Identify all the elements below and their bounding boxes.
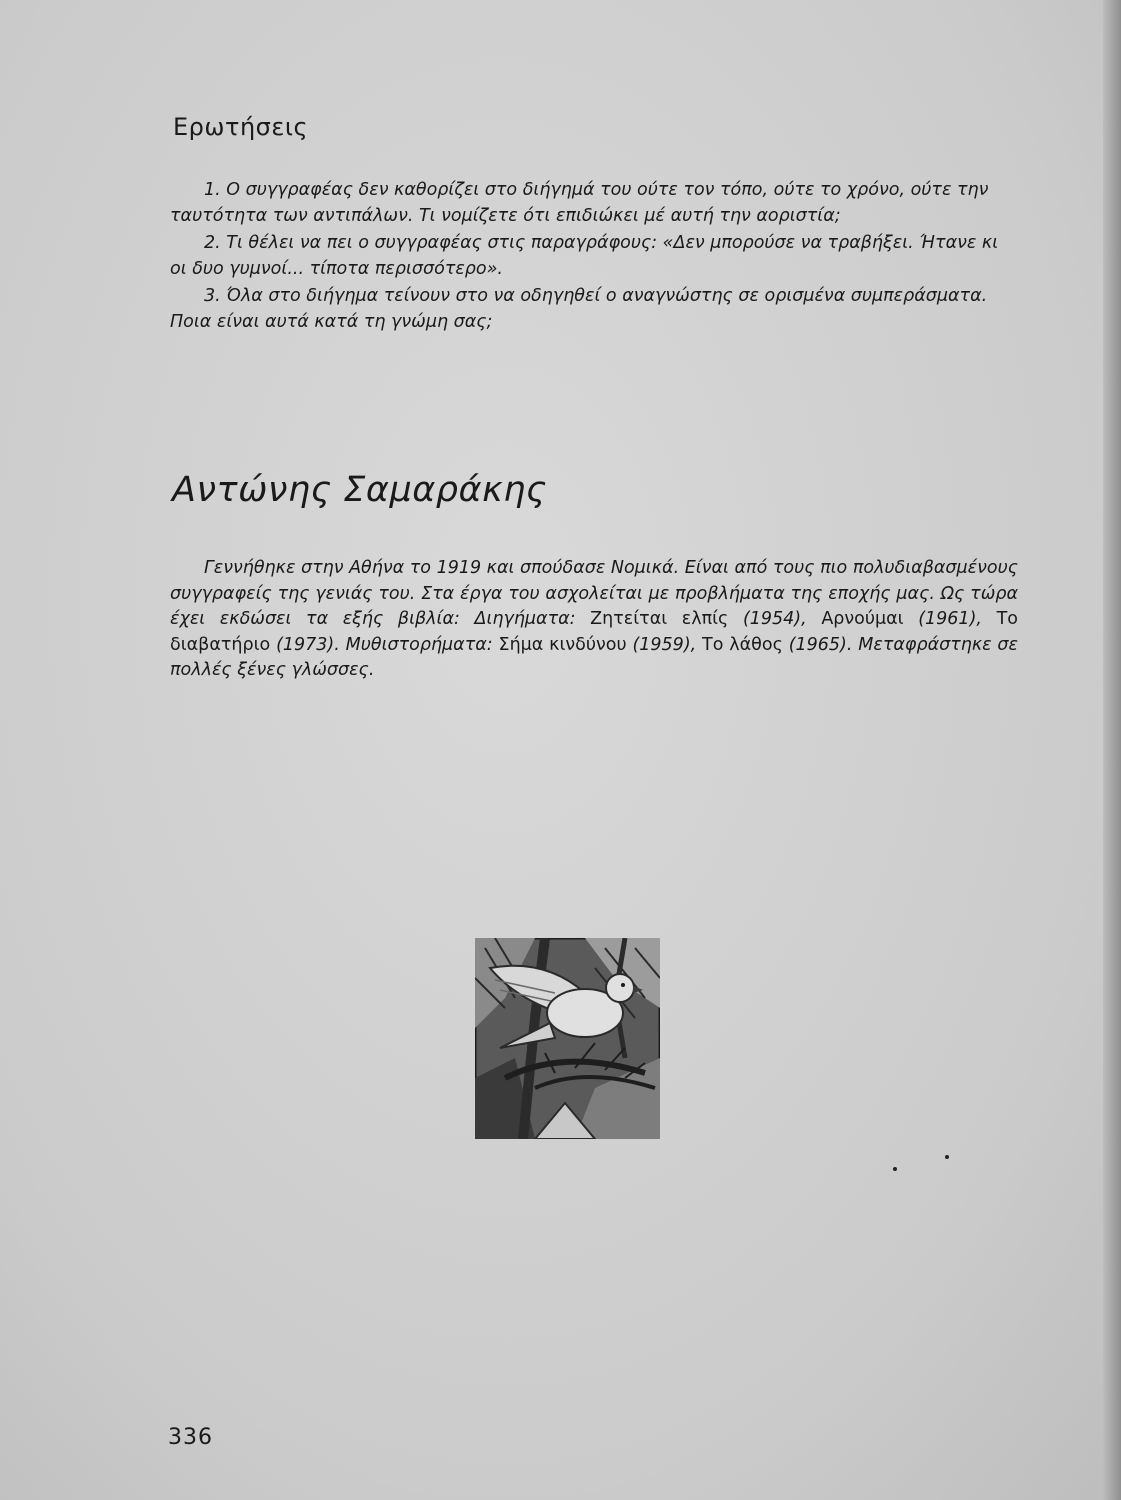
question-item: 3. Όλα στο διήγημα τείνουν στο να οδηγηθεί ο αναγνώστης σε ορισμένα συμπεράσματα. Ποια είναι αυτά κατά τη γνώμη σας; bbox=[170, 286, 988, 332]
work-title: Σήμα κινδύνου bbox=[498, 634, 627, 655]
work-title: Το διαβατήριο bbox=[170, 609, 1018, 655]
question-item: 2. Τι θέλει να πει ο συγγραφέας στις παραγράφους: «Δεν μπορούσε να τραβήξει. Ήτανε κι οι δυο γυμνοί... τίποτα περισσότερο». bbox=[170, 233, 999, 279]
work-title: Το λάθος bbox=[702, 634, 783, 655]
bio-paragraph bbox=[170, 556, 1018, 684]
page-number: 336 bbox=[168, 1425, 213, 1450]
questions-list bbox=[170, 177, 1018, 336]
work-year: (1965). bbox=[782, 634, 859, 655]
work-year: (1961), bbox=[903, 609, 997, 629]
bio-intro: Γεννήθηκε στην Αθήνα το 1919 και σπούδασε Νομικά. Είναι από τους πιο πολυδιαβασμένους συγγραφείς της γενιάς του. Στα έργα του ασχολείται με προβλήματα της εποχής μας. Ως τώρα έχει εκδώσει τα εξής βιβλία: Διηγήματα: bbox=[170, 558, 1018, 629]
dove-woodcut-illustration bbox=[475, 938, 660, 1139]
print-speck bbox=[945, 1155, 949, 1159]
bio-end: Μεταφράστηκε σε πολλές ξένες γλώσσες. bbox=[170, 634, 1018, 680]
work-title: Αρνούμαι bbox=[821, 609, 904, 629]
page-edge-shadow bbox=[1103, 0, 1121, 1500]
work-year: (1973). Μυθιστορήματα: bbox=[270, 634, 499, 655]
author-bio bbox=[170, 556, 1018, 684]
print-speck bbox=[893, 1167, 897, 1171]
questions-heading: Ερωτήσεις bbox=[173, 113, 309, 141]
work-year: (1959), bbox=[626, 634, 703, 655]
author-name: Αντώνης Σαμαράκης bbox=[172, 470, 547, 510]
work-year: (1954), bbox=[728, 609, 822, 629]
question-item: 1. Ο συγγραφέας δεν καθορίζει στο διήγημά του ούτε τον τόπο, ούτε το χρόνο, ούτε την ταυτότητα των αντιπάλων. Τι νομίζετε ότι επιδιώκει μέ αυτή την αοριστία; bbox=[170, 180, 989, 226]
work-title: Ζητείται ελπίς bbox=[590, 609, 729, 629]
